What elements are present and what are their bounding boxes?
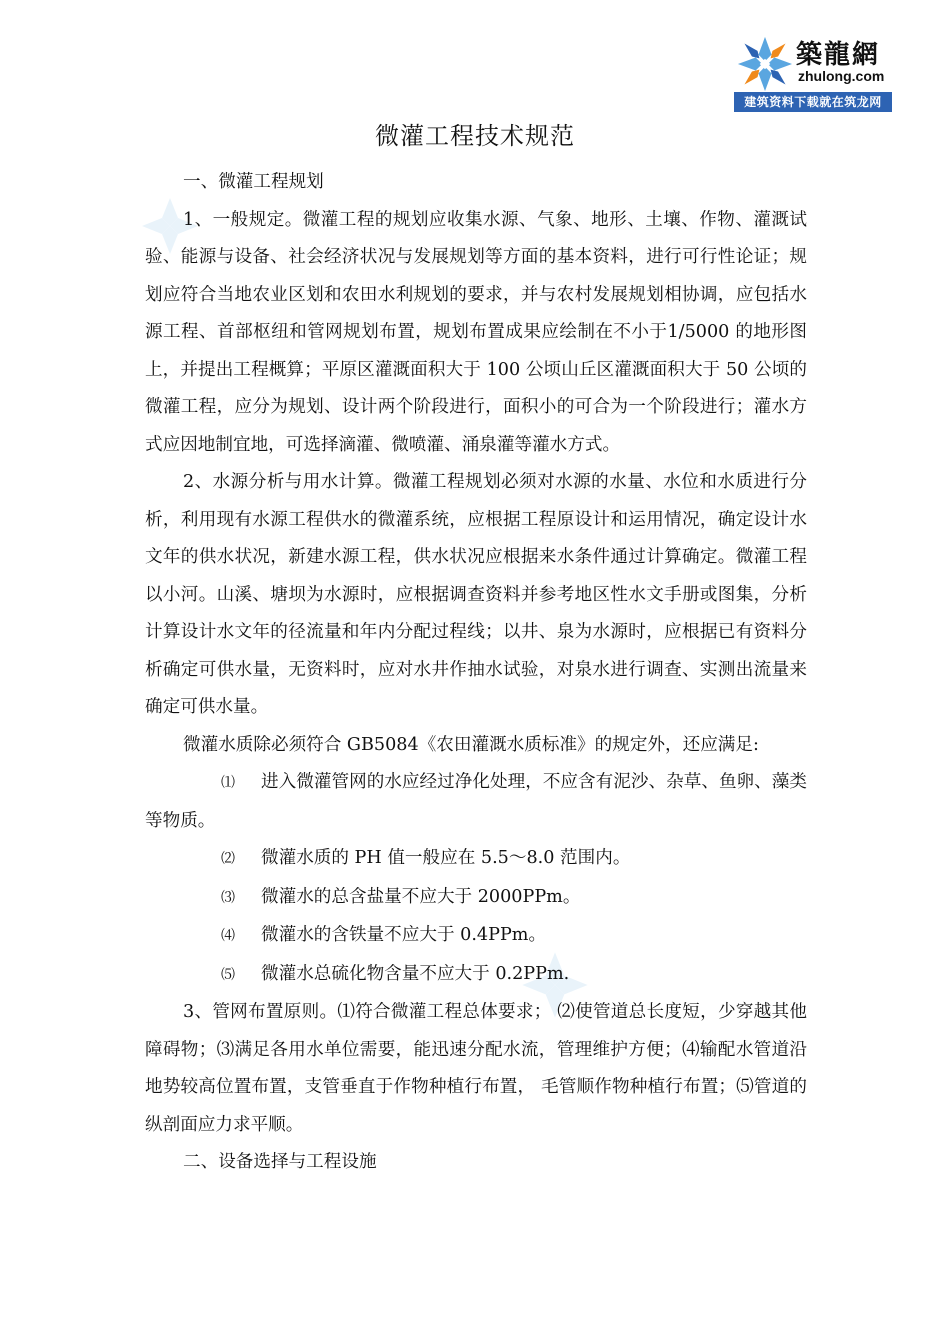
- list-item-number: ⑵: [221, 851, 235, 867]
- list-item-text: 进入微灌管网的水应经过净化处理，不应含有泥沙、杂草、鱼卵、藻类等物质。: [145, 772, 807, 831]
- logo-chinese-name: 築龍網: [796, 40, 881, 70]
- list-item-3: [145, 879, 807, 918]
- document-body: [145, 164, 807, 1182]
- list-item-number: ⑷: [221, 928, 235, 944]
- list-item-2: [145, 840, 807, 879]
- zhulong-snowflake-icon: [736, 36, 794, 92]
- list-item-1: [145, 764, 807, 840]
- logo-slogan-banner: 建筑资料下载就在筑龙网: [734, 92, 892, 112]
- list-item-number: ⑸: [221, 966, 235, 983]
- paragraph-pipe-network: 3、管网布置原则。⑴符合微灌工程总体要求； ⑵使管道总长度短，少穿越其他障碍物；⑶满足各用水单位需要，能迅速分配水流，管理维护方便；⑷输配水管道沿地势较高位置布置，支管垂直于作物种植行布置， 毛管顺作物种植行布置；⑸管道的纵剖面应力求平顺。: [145, 1002, 807, 1135]
- list-item-text: 微灌水总硫化物含量不应大于 0.2PPm.: [261, 963, 570, 984]
- list-item-text: 微灌水质的 PH 值一般应在 5.5～8.0 范围内。: [261, 848, 631, 868]
- document-title: 微灌工程技术规范: [375, 122, 575, 150]
- paragraph-water-quality: 微灌水质除必须符合 GB5084《农田灌溉水质标准》的规定外，还应满足:: [183, 734, 759, 755]
- logo-domain: zhulong.com: [798, 68, 885, 84]
- paragraph-water-source: 2、水源分析与用水计算。微灌工程规划必须对水源的水量、水位和水质进行分析，利用现有水源工程供水的微灌系统，应根据工程原设计和运用情况，确定设计水文年的供水状况，新建水源工程，供水状况应根据来水条件通过计算确定。微灌工程以小河。山溪、塘坝为水源时，应根据调查资料并参考地区性水文手册或图集，分析计算设计水文年的径流量和年内分配过程线；以井、泉为水源时，应根据已有资料分析确定可供水量，无资料时，应对水井作抽水试验，对泉水进行调查、实测出流量来确定可供水量。: [145, 472, 807, 717]
- list-item-text: 微灌水的总含盐量不应大于 2000PPm。: [261, 886, 581, 907]
- paragraph-general-rules: 1、一般规定。微灌工程的规划应收集水源、气象、地形、土壤、作物、灌溉试验、能源与设备、社会经济状况与发展规划等方面的基本资料，进行可行性论证；规划应符合当地农业区划和农田水利规划的要求，并与农村发展规划相协调，应包括水源工程、首部枢纽和管网规划布置，规划布置成果应绘制在不小于1/5000 的地形图上，并提出工程概算；平原区灌溉面积大于 100 公顷山丘区灌溉面积大于 50 公顷的微灌工程，应分为规划、设计两个阶段进行，面积小的可合为一个阶段进行；灌水方式应因地制宜地，可选择滴灌、微喷灌、涌泉灌等灌水方式。: [145, 209, 807, 455]
- zhulong-logo: [734, 32, 892, 112]
- list-item-4: [145, 917, 807, 956]
- list-item-number: ⑶: [221, 889, 235, 906]
- list-item-text: 微灌水的含铁量不应大于 0.4PPm。: [261, 925, 547, 945]
- list-item-number: ⑴: [221, 775, 235, 791]
- list-item-5: [145, 956, 807, 995]
- section-1-heading: 一、微灌工程规划: [183, 172, 324, 192]
- section-2-heading: 二、设备选择与工程设施: [183, 1152, 377, 1172]
